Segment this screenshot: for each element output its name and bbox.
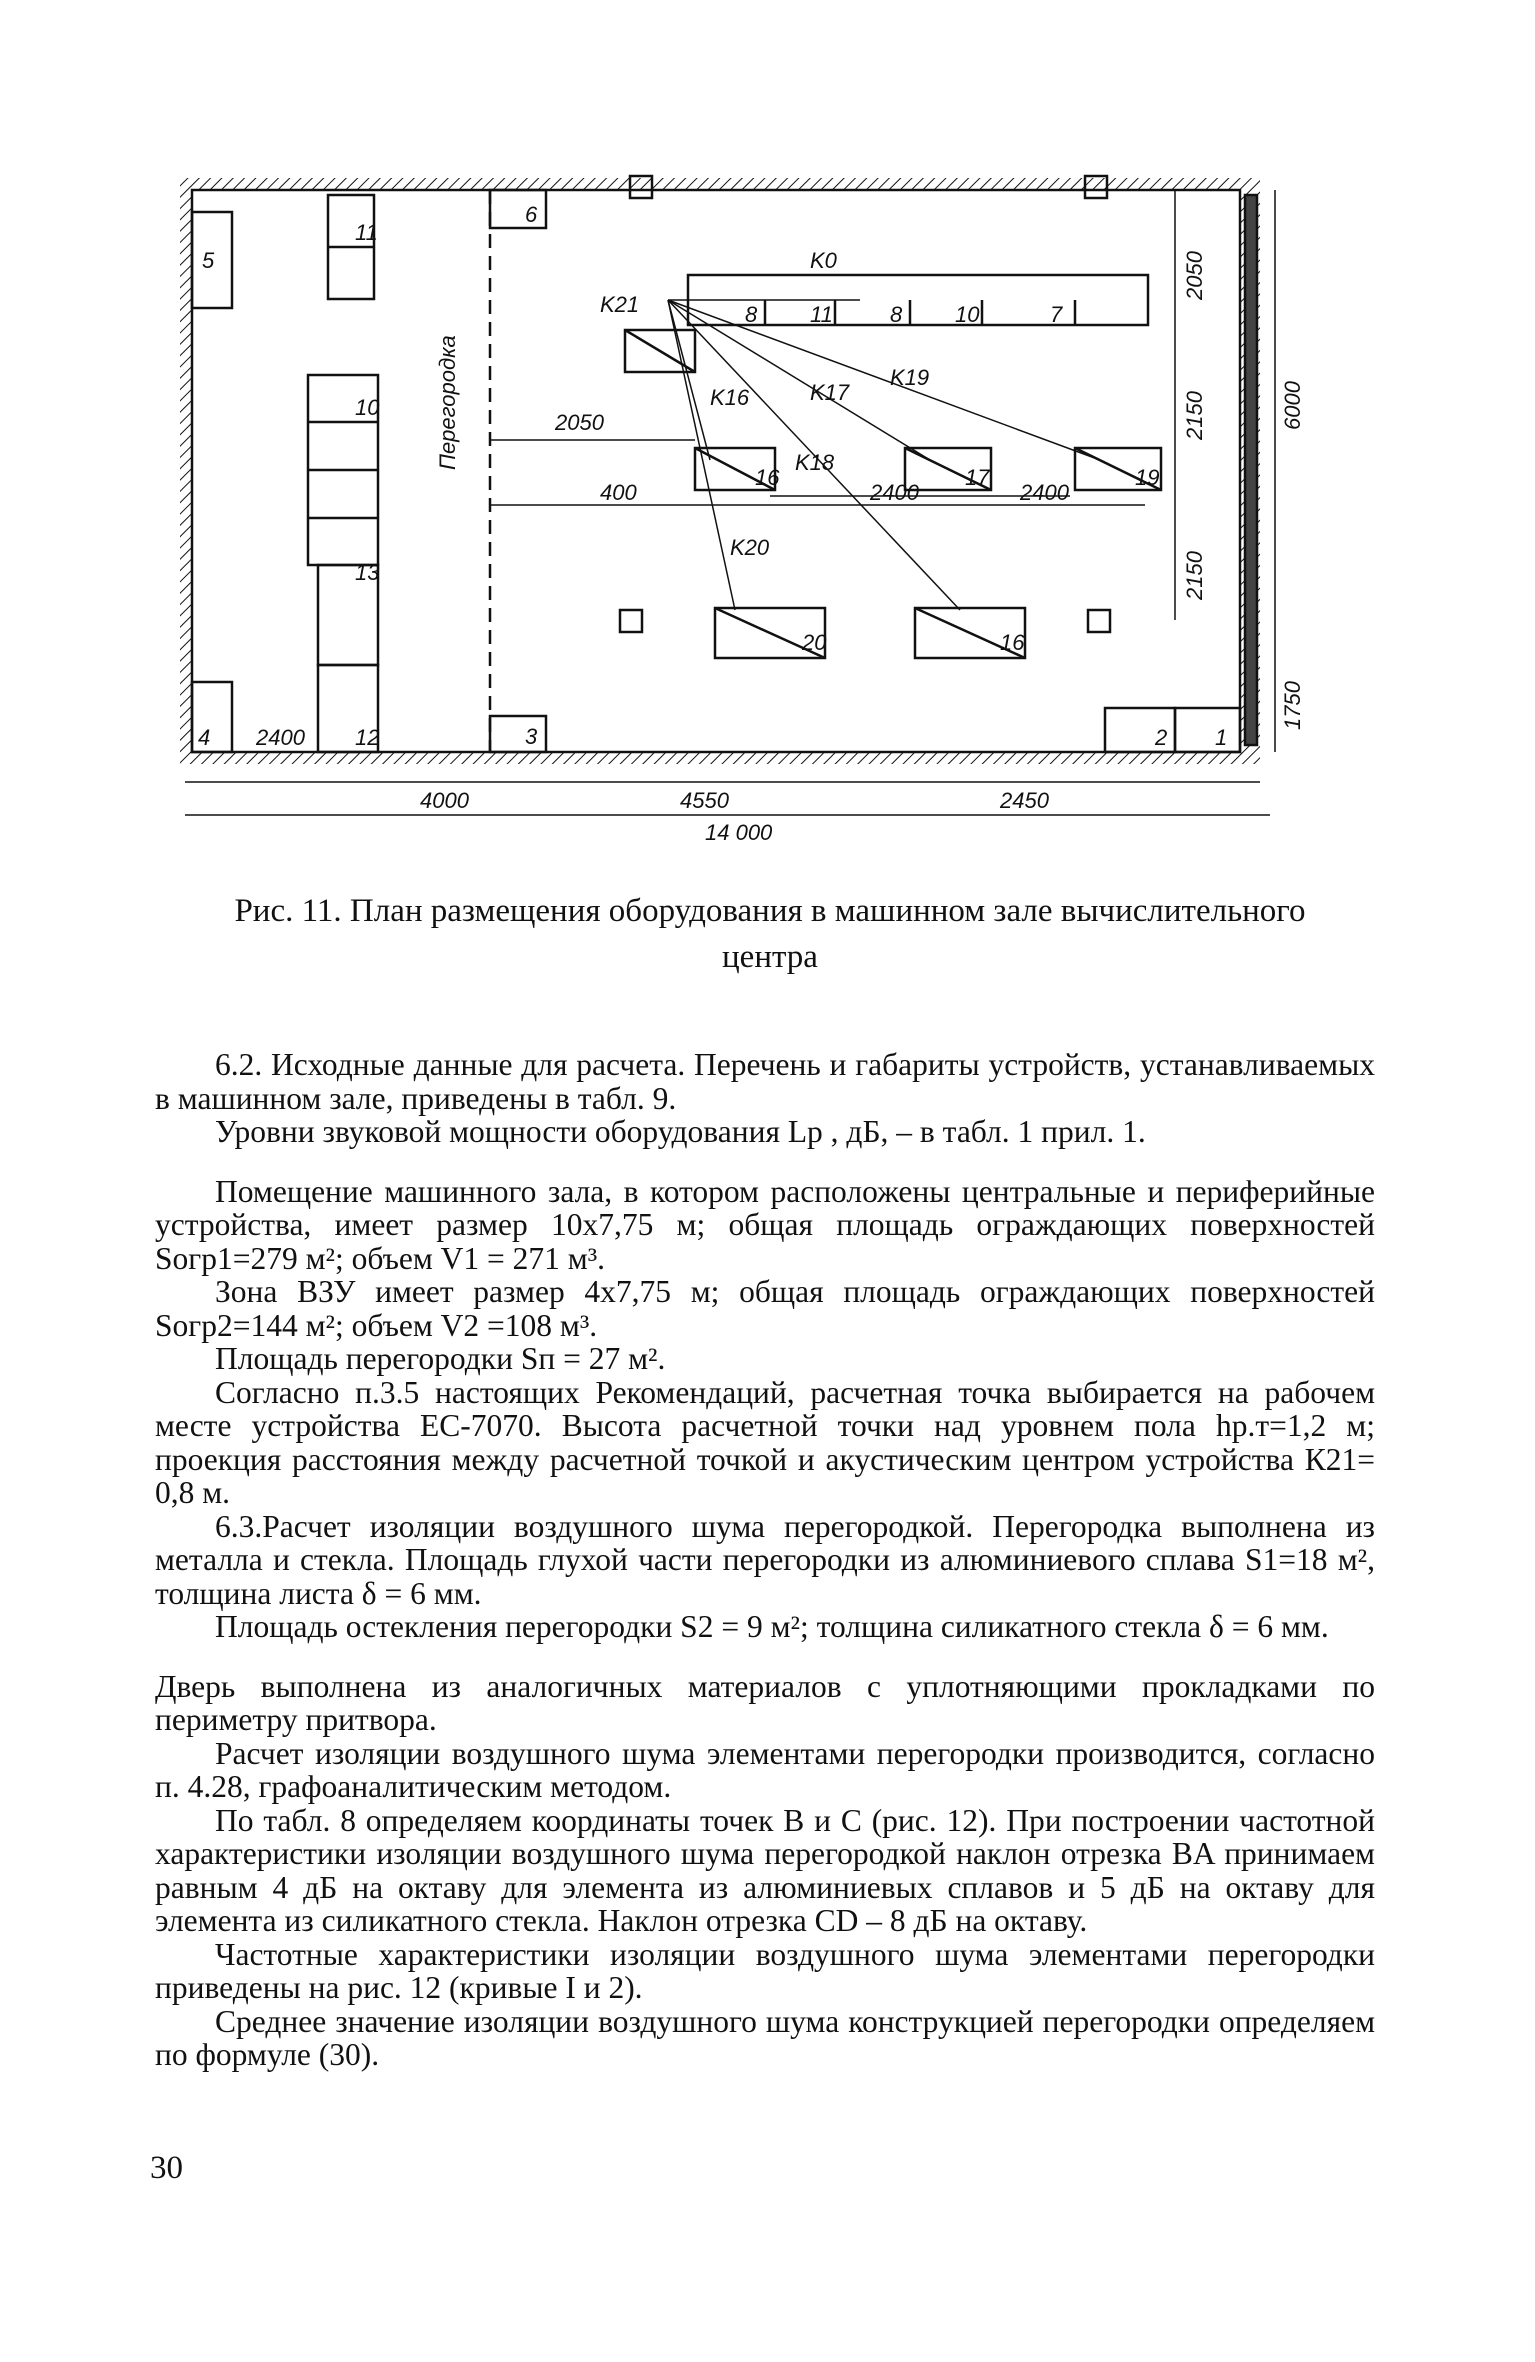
page-number: 30 xyxy=(150,2150,183,2186)
column-2 xyxy=(1088,610,1110,632)
paragraph: Согласно п.3.5 настоящих Рекомендаций, расчетная точка выбирается на рабочем месте устройства ЕС-7070. Высота расчетной точки над уровнем пола hр.т=1,2 м; проекция расстояния между расчетной точкой и акустическим центром устройства К21= 0,8 м. xyxy=(155,1374,1375,1510)
paragraph: Помещение машинного зала, в котором расположены центральные и периферийные устройства, имеет размер 10x7,75 м; общая площадь ограждающих поверхностей Sогр1=279 м²; объем V1 = 271 м³. xyxy=(155,1173,1375,1276)
floor-plan-figure xyxy=(170,150,1350,870)
ray-label: K17 xyxy=(810,380,850,405)
paragraph: Дверь выполнена из аналогичных материалов с уплотняющими прокладками по периметру притвора. xyxy=(155,1668,1375,1737)
eq-label: 5 xyxy=(202,248,215,273)
ray-label: K20 xyxy=(730,535,770,560)
ray-label: K19 xyxy=(890,365,930,390)
wall-left xyxy=(180,190,192,752)
eq-label: 2 xyxy=(1155,725,1168,750)
paragraph: 6.3.Расчет изоляции воздушного шума перегородкой. Перегородка выполнена из металла и стекла. Площадь глухой части перегородки из алюминиевого сплава S1=18 м², толщина листа δ = 6 мм. xyxy=(155,1508,1375,1611)
dim-label: 2450 xyxy=(1000,788,1049,813)
ray-label: K21 xyxy=(600,292,640,317)
eq-label: 16 xyxy=(1000,630,1025,655)
column-1 xyxy=(620,610,642,632)
caption-line-2: центра xyxy=(722,939,818,975)
wall-bottom xyxy=(180,752,1260,764)
paragraph: Частотные характеристики изоляции воздушного шума элементами перегородки приведены на рис. 12 (кривые I и 2). xyxy=(155,1936,1375,2005)
eq-label: 17 xyxy=(965,465,990,490)
eq-box-1 xyxy=(1175,708,1240,752)
dim-label: 2150 xyxy=(1182,551,1207,600)
dim-label: 400 xyxy=(600,480,637,505)
eq-label: 3 xyxy=(525,724,538,749)
ray-label: K16 xyxy=(710,385,750,410)
wall-top xyxy=(180,178,1260,190)
dim-label: 6000 xyxy=(1280,381,1305,430)
body-text xyxy=(155,1048,1375,2072)
eq-box-3 xyxy=(490,716,546,752)
eq-label: 8 xyxy=(745,302,758,327)
dim-label: 2400 xyxy=(1020,480,1069,505)
caption-line-1: Рис. 11. План размещения оборудования в машинном зале вычислительного xyxy=(234,893,1306,929)
eq-label: 10 xyxy=(355,395,380,420)
partition-label: Перегородка xyxy=(435,335,460,470)
ray-label: K0 xyxy=(810,248,837,273)
dim-label: 1750 xyxy=(1280,681,1305,730)
eq-label: 11 xyxy=(355,220,378,245)
paragraph: Зона ВЗУ имеет размер 4x7,75 м; общая площадь ограждающих поверхностей Sогр2=144 м²; объем V2 =108 м³. xyxy=(155,1274,1375,1343)
eq-label: 7 xyxy=(1050,302,1063,327)
dim-label: 2050 xyxy=(1182,251,1207,300)
eq-label: 4 xyxy=(198,725,211,750)
eq-label: 11 xyxy=(810,302,833,327)
eq-label: 20 xyxy=(802,630,827,655)
dim-label: 2150 xyxy=(1182,391,1207,440)
eq-label: 6 xyxy=(525,202,538,227)
eq-label: 10 xyxy=(955,302,980,327)
eq-box-6 xyxy=(490,190,546,228)
figure-caption xyxy=(150,888,1390,980)
paragraph: Площадь остекления перегородки S2 = 9 м²; толщина силикатного стекла δ = 6 мм. xyxy=(215,1609,1329,1644)
eq-label: 13 xyxy=(355,560,380,585)
paragraph: 6.2. Исходные данные для расчета. Перечень и габариты устройств, устанавливаемых в машинном зале, приведены в табл. 9. xyxy=(155,1047,1375,1116)
eq-label: 12 xyxy=(355,725,380,750)
dim-label: 2400 xyxy=(256,725,305,750)
eq-label: 8 xyxy=(890,302,903,327)
paragraph: Среднее значение изоляции воздушного шума конструкцией перегородки определяем по формуле (30). xyxy=(155,2003,1375,2072)
dim-label: 2050 xyxy=(555,410,604,435)
ray-label: K18 xyxy=(795,450,835,475)
eq-label: 16 xyxy=(755,465,780,490)
eq-label: 1 xyxy=(1215,725,1228,750)
dim-label: 4550 xyxy=(680,788,729,813)
paragraph: Расчет изоляции воздушного шума элементами перегородки производится, согласно п. 4.28, графоаналитическим методом. xyxy=(155,1735,1375,1804)
dim-label: 2400 xyxy=(870,480,919,505)
window-strip xyxy=(1245,195,1257,745)
paragraph: Уровни звуковой мощности оборудования Lр , дБ, – в табл. 1 прил. 1. xyxy=(215,1114,1146,1149)
dim-label: 4000 xyxy=(420,788,469,813)
paragraph: Площадь перегородки Sп = 27 м². xyxy=(215,1341,666,1376)
paragraph: По табл. 8 определяем координаты точек B и C (рис. 12). При построении частотной характеристики изоляции воздушного шума перегородкой наклон отрезка BA принимаем равным 4 дБ на октаву для элемента из алюминиевых сплавов и 5 дБ на октаву для элемента из силикатного стекла. Наклон отрезка CD – 8 дБ на октаву. xyxy=(155,1802,1375,1938)
eq-label: 19 xyxy=(1135,465,1160,490)
dim-label: 14 000 xyxy=(705,820,773,845)
